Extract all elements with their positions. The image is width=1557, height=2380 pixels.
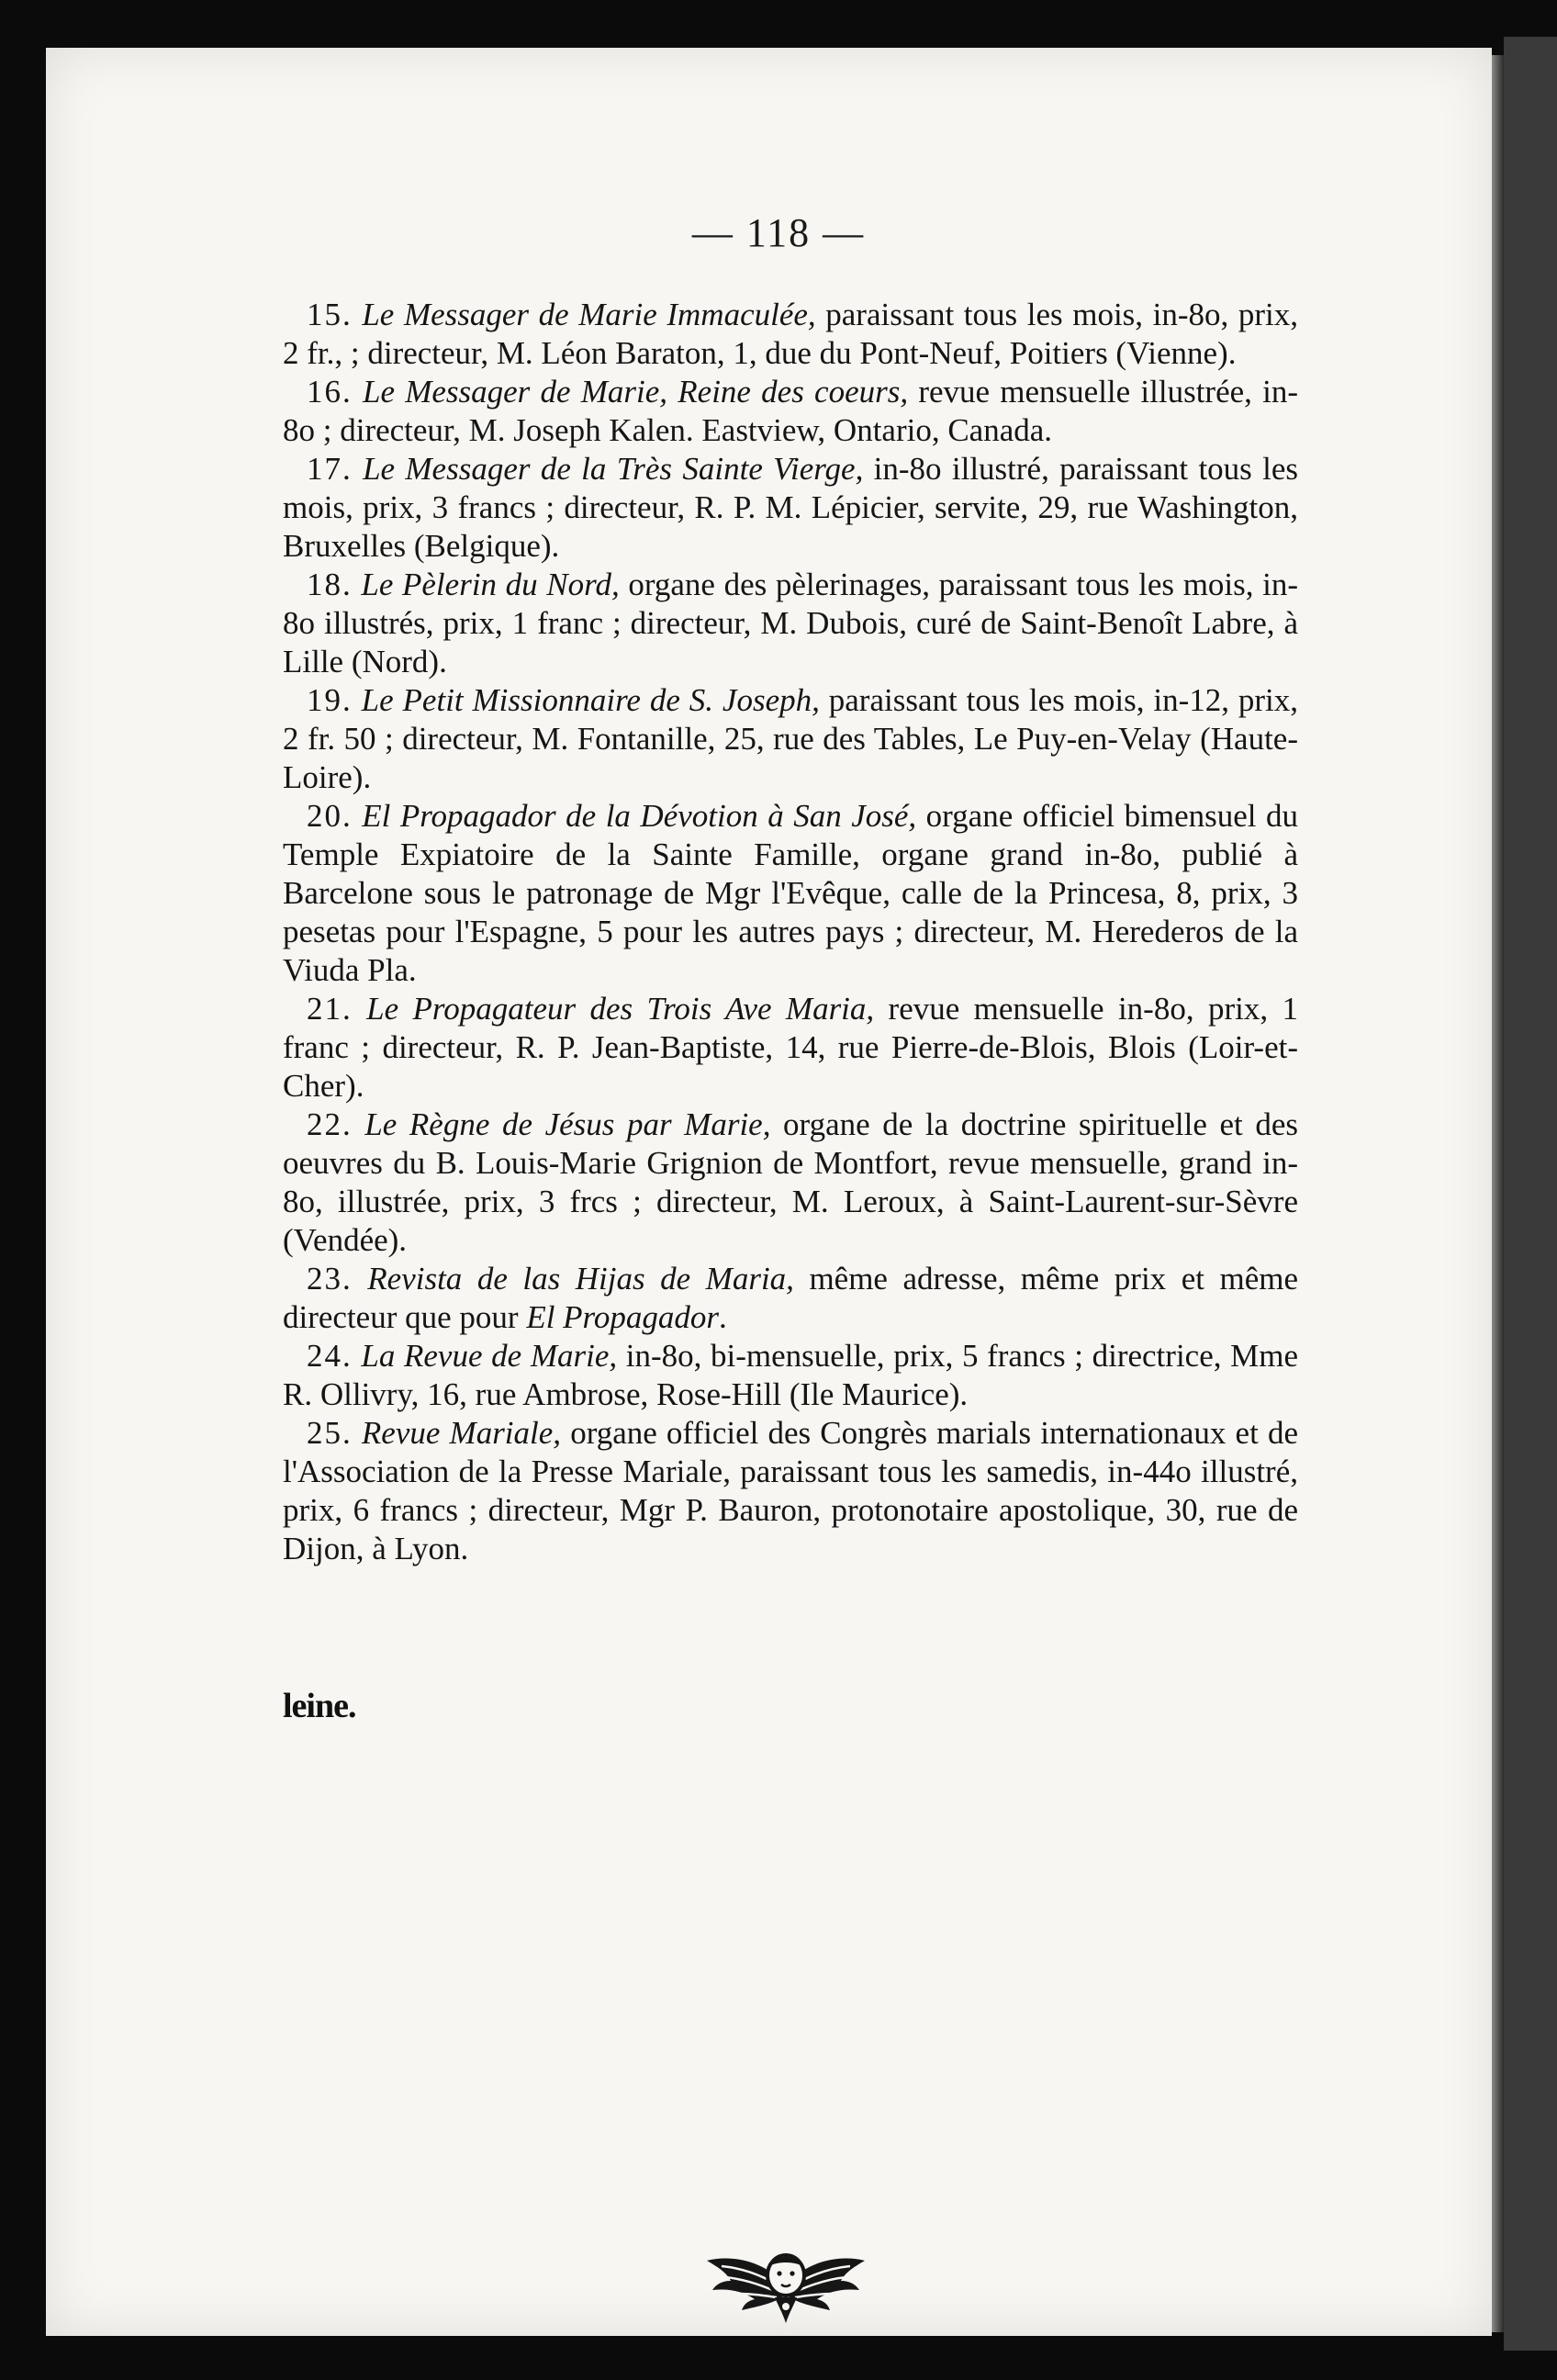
entry-title: Le Messager de Marie, Reine des coeurs, xyxy=(362,374,909,410)
entry-number: 24. xyxy=(307,1338,353,1374)
entry-title: Le Petit Missionnaire de S. Joseph, xyxy=(361,682,820,718)
page-number: — 118 — xyxy=(691,210,866,255)
winged-cherub-icon xyxy=(703,2240,868,2329)
entry-text: organe des pèlerinages, paraissant tous les mois, in-8o illustrés, prix, 1 franc ; directeur, M. Dubois, curé de Saint-Benoît Labre, à Lille (Nord). xyxy=(283,567,1299,679)
entry-number: 18. xyxy=(307,567,353,602)
list-item xyxy=(283,1414,1298,1568)
entry-title: Le Messager de la Très Sainte Vierge, xyxy=(363,451,864,487)
entry-number: 16. xyxy=(307,374,353,410)
entry-tail: . xyxy=(719,1299,727,1335)
list-item xyxy=(283,797,1298,990)
list-item xyxy=(283,1106,1298,1260)
entry-text: même adresse, même prix et même directeur que pour xyxy=(283,1261,1298,1335)
entry-text: in-8o, bi-mensuelle, prix, 5 francs ; directrice, Mme R. Ollivry, 16, rue Ambrose, Rose-Hill (Ile Maurice). xyxy=(283,1338,1299,1412)
list-item xyxy=(283,990,1298,1106)
entry-text: organe de la doctrine spirituelle et des oeuvres du B. Louis-Marie Grignion de Montfort, revue mensuelle, grand in-8o, illustrée, prix, 3 frcs ; directeur, M. Leroux, à Saint-Laurent-sur-Sèvre (Vendée). xyxy=(283,1106,1298,1258)
entry-text: paraissant tous les mois, in-8o, prix, 2 fr., ; directeur, M. Léon Baraton, 1, due du Pont-Neuf, Poitiers (Vienne). xyxy=(283,297,1298,371)
entry-title: Le Messager de Marie Immaculée, xyxy=(362,297,816,332)
entry-title: La Revue de Marie, xyxy=(361,1338,618,1374)
entry-number: 19. xyxy=(307,682,353,718)
entry-number: 15. xyxy=(307,297,353,332)
list-item xyxy=(283,1337,1298,1414)
entry-text: revue mensuelle in-8o, prix, 1 franc ; directeur, R. P. Jean-Baptiste, 14, rue Pierre-de-Blois, Blois (Loir-et-Cher). xyxy=(283,991,1298,1104)
list-item xyxy=(283,450,1298,566)
entry-text: paraissant tous les mois, in-12, prix, 2 fr. 50 ; directeur, M. Fontanille, 25, rue des Tables, Le Puy-en-Velay (Haute-Loire). xyxy=(283,682,1298,795)
entry-text: organe officiel des Congrès marials internationaux et de l'Association de la Presse Mariale, paraissant tous les samedis, in-44o illustré, prix, 6 francs ; directeur, Mgr P. Bauron, protonotaire apostolique, 30, rue de Dijon, à Lyon. xyxy=(283,1415,1298,1566)
list-item xyxy=(283,566,1298,681)
list-item xyxy=(283,681,1298,797)
entry-title: Revue Mariale, xyxy=(361,1415,562,1451)
list-item xyxy=(283,1260,1298,1337)
entry-number: 23. xyxy=(307,1261,353,1297)
entry-title: Le Pèlerin du Nord, xyxy=(361,567,620,602)
entry-title: Le Règne de Jésus par Marie, xyxy=(364,1106,771,1142)
entry-text: revue mensuelle illustrée, in-8o ; directeur, M. Joseph Kalen. Eastview, Ontario, Canada. xyxy=(283,374,1299,448)
scanner-edge-strip xyxy=(1504,37,1557,2351)
entry-title: El Propagador de la Dévotion à San José, xyxy=(362,798,917,834)
entry-number: 20. xyxy=(307,798,353,834)
entry-number: 21. xyxy=(307,991,353,1027)
entry-text: organe officiel bimensuel du Temple Expiatoire de la Sainte Famille, organe grand in-8o, publié à Barcelone sous le patronage de Mgr l'Evêque, calle de la Princesa, 8, prix, 3 pesetas pour l'Espagne, 5 pour les autres pays ; directeur, M. Herederos de la Viuda Pla. xyxy=(283,798,1298,988)
entry-list xyxy=(283,296,1298,1568)
entry-number: 25. xyxy=(307,1415,353,1451)
entry-text: in-8o illustré, paraissant tous les mois, prix, 3 francs ; directeur, R. P. M. Lépicier, servite, 29, rue Washington, Bruxelles (Belgique). xyxy=(283,451,1298,564)
entry-tail-title: El Propagador xyxy=(526,1299,719,1335)
entry-number: 22. xyxy=(307,1106,353,1142)
list-item xyxy=(283,373,1298,450)
stray-text: leine. xyxy=(283,1687,356,1725)
entry-title: Revista de las Hijas de Maria, xyxy=(367,1261,794,1297)
list-item xyxy=(283,296,1298,373)
entry-title: Le Propagateur des Trois Ave Maria, xyxy=(366,991,875,1027)
entry-number: 17. xyxy=(307,451,353,487)
